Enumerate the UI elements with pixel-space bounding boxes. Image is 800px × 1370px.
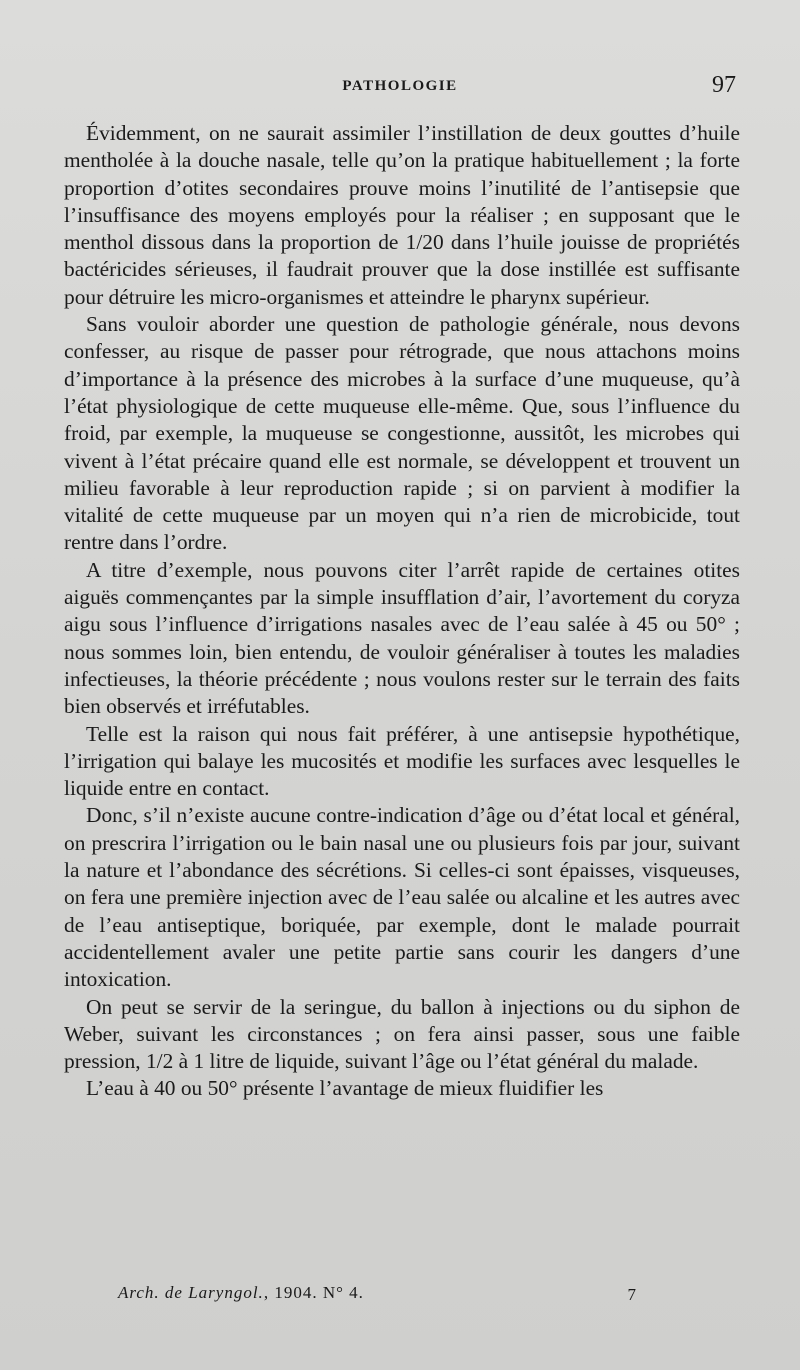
paragraph: A titre d’exemple, nous pouvons citer l’arrêt rapide de certaines otites aiguës commençantes par la simple insufflation d’air, l’avortement du coryza aigu sous l’influence d’irrigations nasales avec de l’eau salée à 45 ou 50° ; nous sommes loin, bien entendu, de vouloir généraliser à toutes les maladies infectieuses, la théorie précédente ; nous voulons rester sur le terrain des faits bien observés et irréfutables. [64, 557, 740, 719]
citation-details: , 1904. N° 4. [263, 1283, 364, 1302]
page-header [64, 72, 736, 102]
body-text [64, 120, 740, 1103]
paragraph: Évidemment, on ne saurait assimiler l’instillation de deux gouttes d’huile mentholée à la douche nasale, telle qu’on la pratique habituellement ; la forte proportion d’otites secondaires prouve moins l’inutilité de l’antisepsie que l’insuffisance des moyens employés pour la réaliser ; en supposant que le menthol dissous dans la proportion de 1/20 dans l’huile jouisse de propriétés bactéricides sérieuses, il faudrait prouver que la dose instillée est suffisante pour détruire les micro-organismes et atteindre le pharynx supérieur. [64, 121, 740, 309]
journal-title: Arch. de Laryngol. [118, 1283, 264, 1302]
source-citation [118, 1283, 364, 1303]
paragraph: Telle est la raison qui nous fait préférer, à une antisepsie hypothétique, l’irrigation qui balaye les mucosités et modifie les surfaces avec lesquelles le liquide entre en contact. [64, 721, 740, 801]
paragraph: Donc, s’il n’existe aucune contre-indication d’âge ou d’état local et général, on prescrira l’irrigation ou le bain nasal une ou plusieurs fois par jour, suivant la nature et l’abondance des sécrétions. Si celles-ci sont épaisses, visqueuses, on fera une première injection avec de l’eau salée ou alcaline et les autres avec de l’eau antiseptique, boriquée, par exemple, dont le malade pourrait accidentellement avaler une petite partie sans courir les dangers d’une intoxication. [64, 803, 740, 992]
running-head: PATHOLOGIE [342, 78, 458, 94]
page-number: 97 [712, 72, 736, 98]
signature-mark: 7 [627, 1285, 636, 1304]
paragraph: Sans vouloir aborder une question de pathologie générale, nous devons confesser, au risque de passer pour rétrograde, que nous attachons moins d’importance à la présence des microbes à la surface d’une muqueuse, qu’à l’état physiologique de cette muqueuse elle-même. Que, sous l’influence du froid, par exemple, la muqueuse se congestionne, aussitôt, les microbes qui vivent à l’état précaire quand elle est normale, se développent et trouvent un milieu favorable à leur reproduction rapide ; si on parvient à modifier la vitalité de cette muqueuse par un moyen qui n’a rien de microbicide, tout rentre dans l’ordre. [64, 312, 740, 555]
paragraph: L’eau à 40 ou 50° présente l’avantage de mieux fluidifier les [86, 1076, 604, 1101]
page-footer [64, 1283, 740, 1309]
paragraph: On peut se servir de la seringue, du ballon à injections ou du siphon de Weber, suivant les circonstances ; on fera ainsi passer, sous une faible pression, 1/2 à 1 litre de liquide, suivant l’âge ou l’état général du malade. [64, 994, 740, 1074]
